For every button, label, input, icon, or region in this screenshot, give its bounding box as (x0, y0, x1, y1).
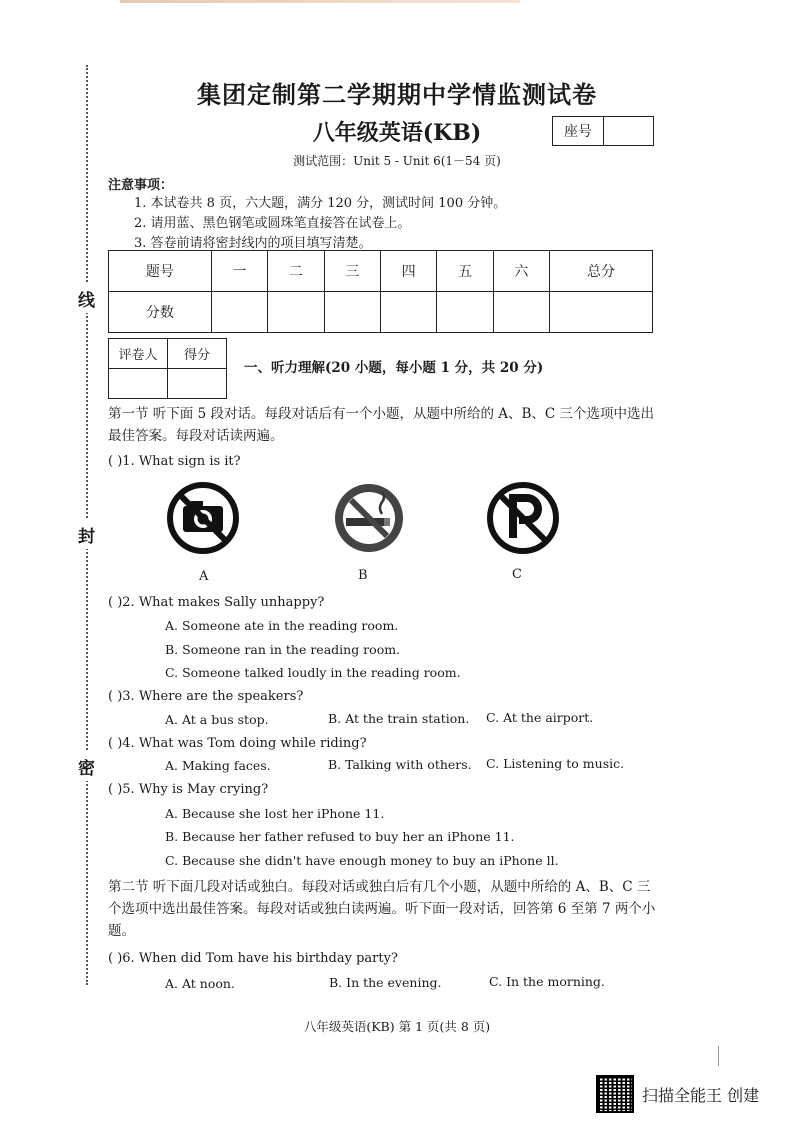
score-table-score-row (109, 292, 653, 333)
notice-item: 3. 答卷前请将密封线内的项目填写清楚。 (134, 236, 372, 251)
question-6 (108, 951, 398, 966)
top-scan-mark (120, 0, 520, 3)
question-3 (108, 689, 303, 704)
scanner-watermark (596, 1075, 759, 1113)
answer-paren[interactable]: ( ) (108, 595, 123, 610)
score-cell[interactable] (380, 292, 436, 333)
table-cell: 一 (211, 251, 267, 292)
table-cell: 总分 (550, 251, 653, 292)
table-cell: 分数 (109, 292, 212, 333)
question-text: 5. Why is May crying? (122, 782, 269, 797)
option: C. In the morning. (489, 974, 605, 989)
table-cell: 题号 (109, 251, 212, 292)
qr-code-icon (596, 1075, 634, 1113)
question-2 (108, 595, 324, 610)
part2-instructions: 第二节 听下面几段对话或独白。每段对话或独白后有几个小题，从题中所给的 A、B、C 三个选项中选出最佳答案。每段对话或独白读两遍。听下面一段对话，回答第 6 至第 7 两个小题。 (108, 879, 656, 939)
no-camera-icon (166, 478, 240, 558)
answer-paren[interactable]: ( ) (108, 689, 123, 704)
grader-score-cell[interactable] (168, 369, 227, 399)
option: C. Someone talked loudly in the reading room. (165, 665, 461, 680)
option: A. At a bus stop. (165, 712, 269, 727)
score-table (108, 250, 653, 333)
score-cell[interactable] (324, 292, 380, 333)
part1-instructions: 第一节 听下面 5 段对话。每段对话后有一个小题，从题中所给的 A、B、C 三个选项中选出最佳答案。每段对话读两遍。 (108, 406, 655, 444)
option-label: C (512, 567, 522, 582)
question-4 (108, 736, 367, 751)
option-label: A (199, 569, 209, 584)
test-range: 测试范围：Unit 5 - Unit 6(1－54 页) (293, 154, 501, 168)
question-1 (108, 454, 241, 469)
grader-reviewer-label: 评卷人 (109, 339, 168, 369)
exam-subtitle: 八年级英语(KB) (312, 120, 482, 146)
score-cell[interactable] (211, 292, 267, 333)
option: C. At the airport. (486, 710, 594, 725)
question-5 (108, 782, 268, 797)
no-smoking-icon (332, 478, 406, 558)
score-cell[interactable] (493, 292, 549, 333)
table-cell: 五 (437, 251, 493, 292)
answer-paren[interactable]: ( ) (108, 454, 123, 469)
option: B. At the train station. (328, 711, 470, 726)
grader-score-label: 得分 (168, 339, 227, 369)
option: B. Because her father refused to buy her an iPhone 11. (165, 829, 515, 844)
option: C. Listening to music. (486, 756, 625, 771)
scanner-text: 扫描全能王 创建 (642, 1085, 760, 1105)
table-cell: 四 (380, 251, 436, 292)
option: A. Someone ate in the reading room. (165, 618, 399, 633)
option: B. Talking with others. (328, 757, 472, 772)
question-text: 4. What was Tom doing while riding? (122, 736, 367, 751)
option-label: B (358, 568, 368, 583)
seat-number-box (552, 116, 654, 146)
table-cell: 二 (268, 251, 324, 292)
seal-char-mi: 密 (78, 752, 95, 781)
notice-item: 1. 本试卷共 8 页，六大题，满分 120 分，测试时间 100 分钟。 (134, 196, 507, 211)
answer-paren[interactable]: ( ) (108, 951, 123, 966)
question-text: 6. When did Tom have his birthday party? (122, 951, 398, 966)
question-text: 1. What sign is it? (122, 454, 241, 469)
score-cell[interactable] (268, 292, 324, 333)
score-cell[interactable] (550, 292, 653, 333)
grader-box (108, 338, 227, 399)
option: C. Because she didn't have enough money to buy an iPhone ll. (165, 853, 559, 868)
notice-heading: 注意事项： (108, 178, 174, 193)
option: B. In the evening. (329, 975, 442, 990)
table-cell: 三 (324, 251, 380, 292)
grader-reviewer-cell[interactable] (109, 369, 168, 399)
option: A. Making faces. (165, 758, 271, 773)
no-parking-icon (486, 478, 560, 558)
question-text: 2. What makes Sally unhappy? (122, 595, 325, 610)
section-title: 一、听力理解(20 小题，每小题 1 分，共 20 分) (244, 360, 544, 376)
edge-mark (718, 1046, 719, 1066)
question-text: 3. Where are the speakers? (122, 689, 304, 704)
score-cell[interactable] (437, 292, 493, 333)
option: B. Someone ran in the reading room. (165, 642, 401, 657)
score-table-header-row (109, 251, 653, 292)
option: A. At noon. (165, 976, 235, 991)
seal-char-feng: 封 (78, 520, 95, 549)
notice-item: 2. 请用蓝、黑色钢笔或圆珠笔直接答在试卷上。 (134, 216, 411, 231)
seal-char-xian: 线 (78, 284, 95, 313)
seat-input[interactable] (604, 117, 653, 145)
answer-paren[interactable]: ( ) (108, 736, 123, 751)
seat-label: 座号 (553, 117, 604, 145)
table-cell: 六 (493, 251, 549, 292)
option: A. Because she lost her iPhone 11. (165, 806, 385, 821)
exam-title: 集团定制第二学期期中学情监测试卷 (197, 80, 597, 109)
answer-paren[interactable]: ( ) (108, 782, 123, 797)
page-footer: 八年级英语(KB) 第 1 页(共 8 页) (303, 1019, 491, 1034)
